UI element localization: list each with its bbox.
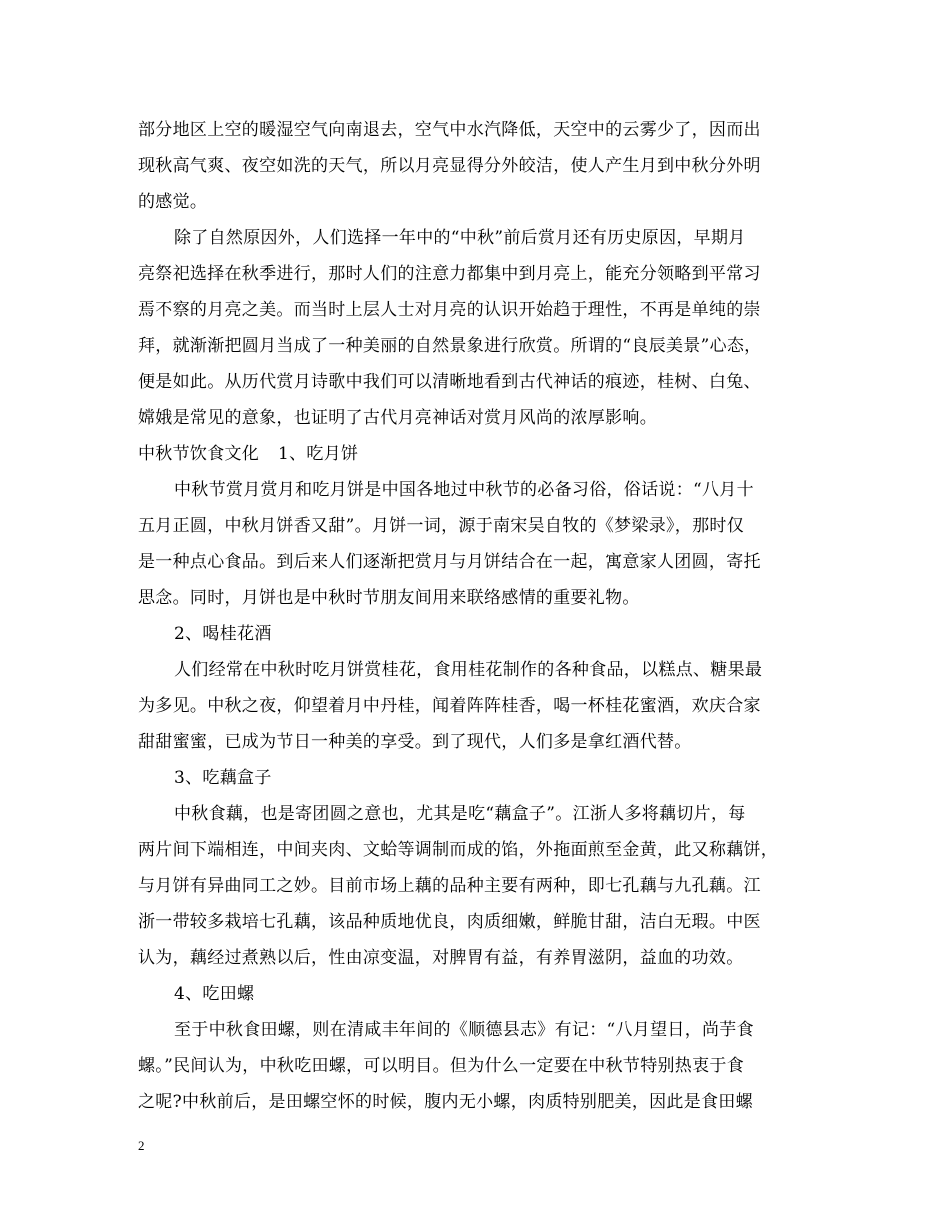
text-line: 便是如此。从历代赏月诗歌中我们可以清晰地看到古代神话的痕迹，桂树、白兔、 xyxy=(138,372,761,392)
text-line: 甜甜蜜蜜，已成为节日一种美的享受。到了现代，人们多是拿红酒代替。 xyxy=(138,732,692,752)
section-heading: 中秋节饮食文化 xyxy=(138,444,260,464)
item-title-river-snail: 4、吃田螺 xyxy=(174,984,255,1004)
text-line: 之呢?中秋前后，是田螺空怀的时候，腹内无小螺，肉质特别肥美，因此是食田螺 xyxy=(138,1092,753,1112)
text-line: 两片间下端相连，中间夹肉、文蛤等调制而成的馅，外拖面煎至金黄，此又称藕饼， xyxy=(138,840,779,860)
text-line: 现秋高气爽、夜空如洗的天气，所以月亮显得分外皎洁，使人产生月到中秋分外明 xyxy=(138,156,761,176)
section-heading-line xyxy=(138,436,824,472)
item-title-osmanthus-wine: 2、喝桂花酒 xyxy=(174,624,272,644)
text-line: 至于中秋食田螺，则在清咸丰年间的《顺德县志》有记：“八月望日，尚芋食 xyxy=(174,1020,754,1040)
text-line: 拜，就渐渐把圆月当成了一种美丽的自然景象进行欣赏。所谓的“良辰美景”心态， xyxy=(138,336,762,356)
text-line: 嫦娥是常见的意象，也证明了古代月亮神话对赏月风尚的浓厚影响。 xyxy=(138,408,657,428)
text-line: 螺。”民间认为，中秋吃田螺，可以明目。但为什么一定要在中秋节特别热衷于食 xyxy=(138,1056,744,1076)
text-line: 部分地区上空的暖湿空气向南退去，空气中水汽降低，天空中的云雾少了，因而出 xyxy=(138,120,761,140)
text-line: 除了自然原因外，人们选择一年中的“中秋”前后赏月还有历史原因，早期月 xyxy=(174,228,746,248)
text-line: 与月饼有异曲同工之妙。目前市场上藕的品种主要有两种，即七孔藕与九孔藕。江 xyxy=(138,876,761,896)
text-line: 焉不察的月亮之美。而当时上层人士对月亮的认识开始趋于理性，不再是单纯的崇 xyxy=(138,300,761,320)
text-line: 的感觉。 xyxy=(138,192,208,212)
text-line: 中秋食藕，也是寄团圆之意也，尤其是吃“藕盒子”。江浙人多将藕切片，每 xyxy=(174,804,746,824)
text-line: 亮祭祀选择在秋季进行，那时人们的注意力都集中到月亮上，能充分领略到平常习 xyxy=(138,264,761,284)
text-line: 五月正圆，中秋月饼香又甜”。月饼一词，源于南宋吴自牧的《梦梁录》，那时仅 xyxy=(138,516,744,536)
page-number: 2 xyxy=(138,1138,145,1153)
text-line: 是一种点心食品。到后来人们逐渐把赏月与月饼结合在一起，寓意家人团圆，寄托 xyxy=(138,552,761,572)
document-body xyxy=(138,112,824,1120)
item-title-mooncake: 1、吃月饼 xyxy=(278,444,359,464)
text-line: 为多见。中秋之夜，仰望着月中丹桂，闻着阵阵桂香，喝一杯桂花蜜酒，欢庆合家 xyxy=(138,696,761,716)
text-line: 浙一带较多栽培七孔藕，该品种质地优良，肉质细嫩，鲜脆甘甜，洁白无瑕。中医 xyxy=(138,912,761,932)
text-line: 中秋节赏月赏月和吃月饼是中国各地过中秋节的必备习俗，俗话说：“八月十 xyxy=(174,480,754,500)
text-line: 认为，藕经过煮熟以后，性由凉变温，对脾胃有益，有养胃滋阴，益血的功效。 xyxy=(138,948,744,968)
text-line: 人们经常在中秋时吃月饼赏桂花，食用桂花制作的各种食品，以糕点、糖果最 xyxy=(174,660,763,680)
text-line: 思念。同时，月饼也是中秋时节朋友间用来联络感情的重要礼物。 xyxy=(138,588,640,608)
item-title-lotus-root-box: 3、吃藕盒子 xyxy=(174,768,272,788)
